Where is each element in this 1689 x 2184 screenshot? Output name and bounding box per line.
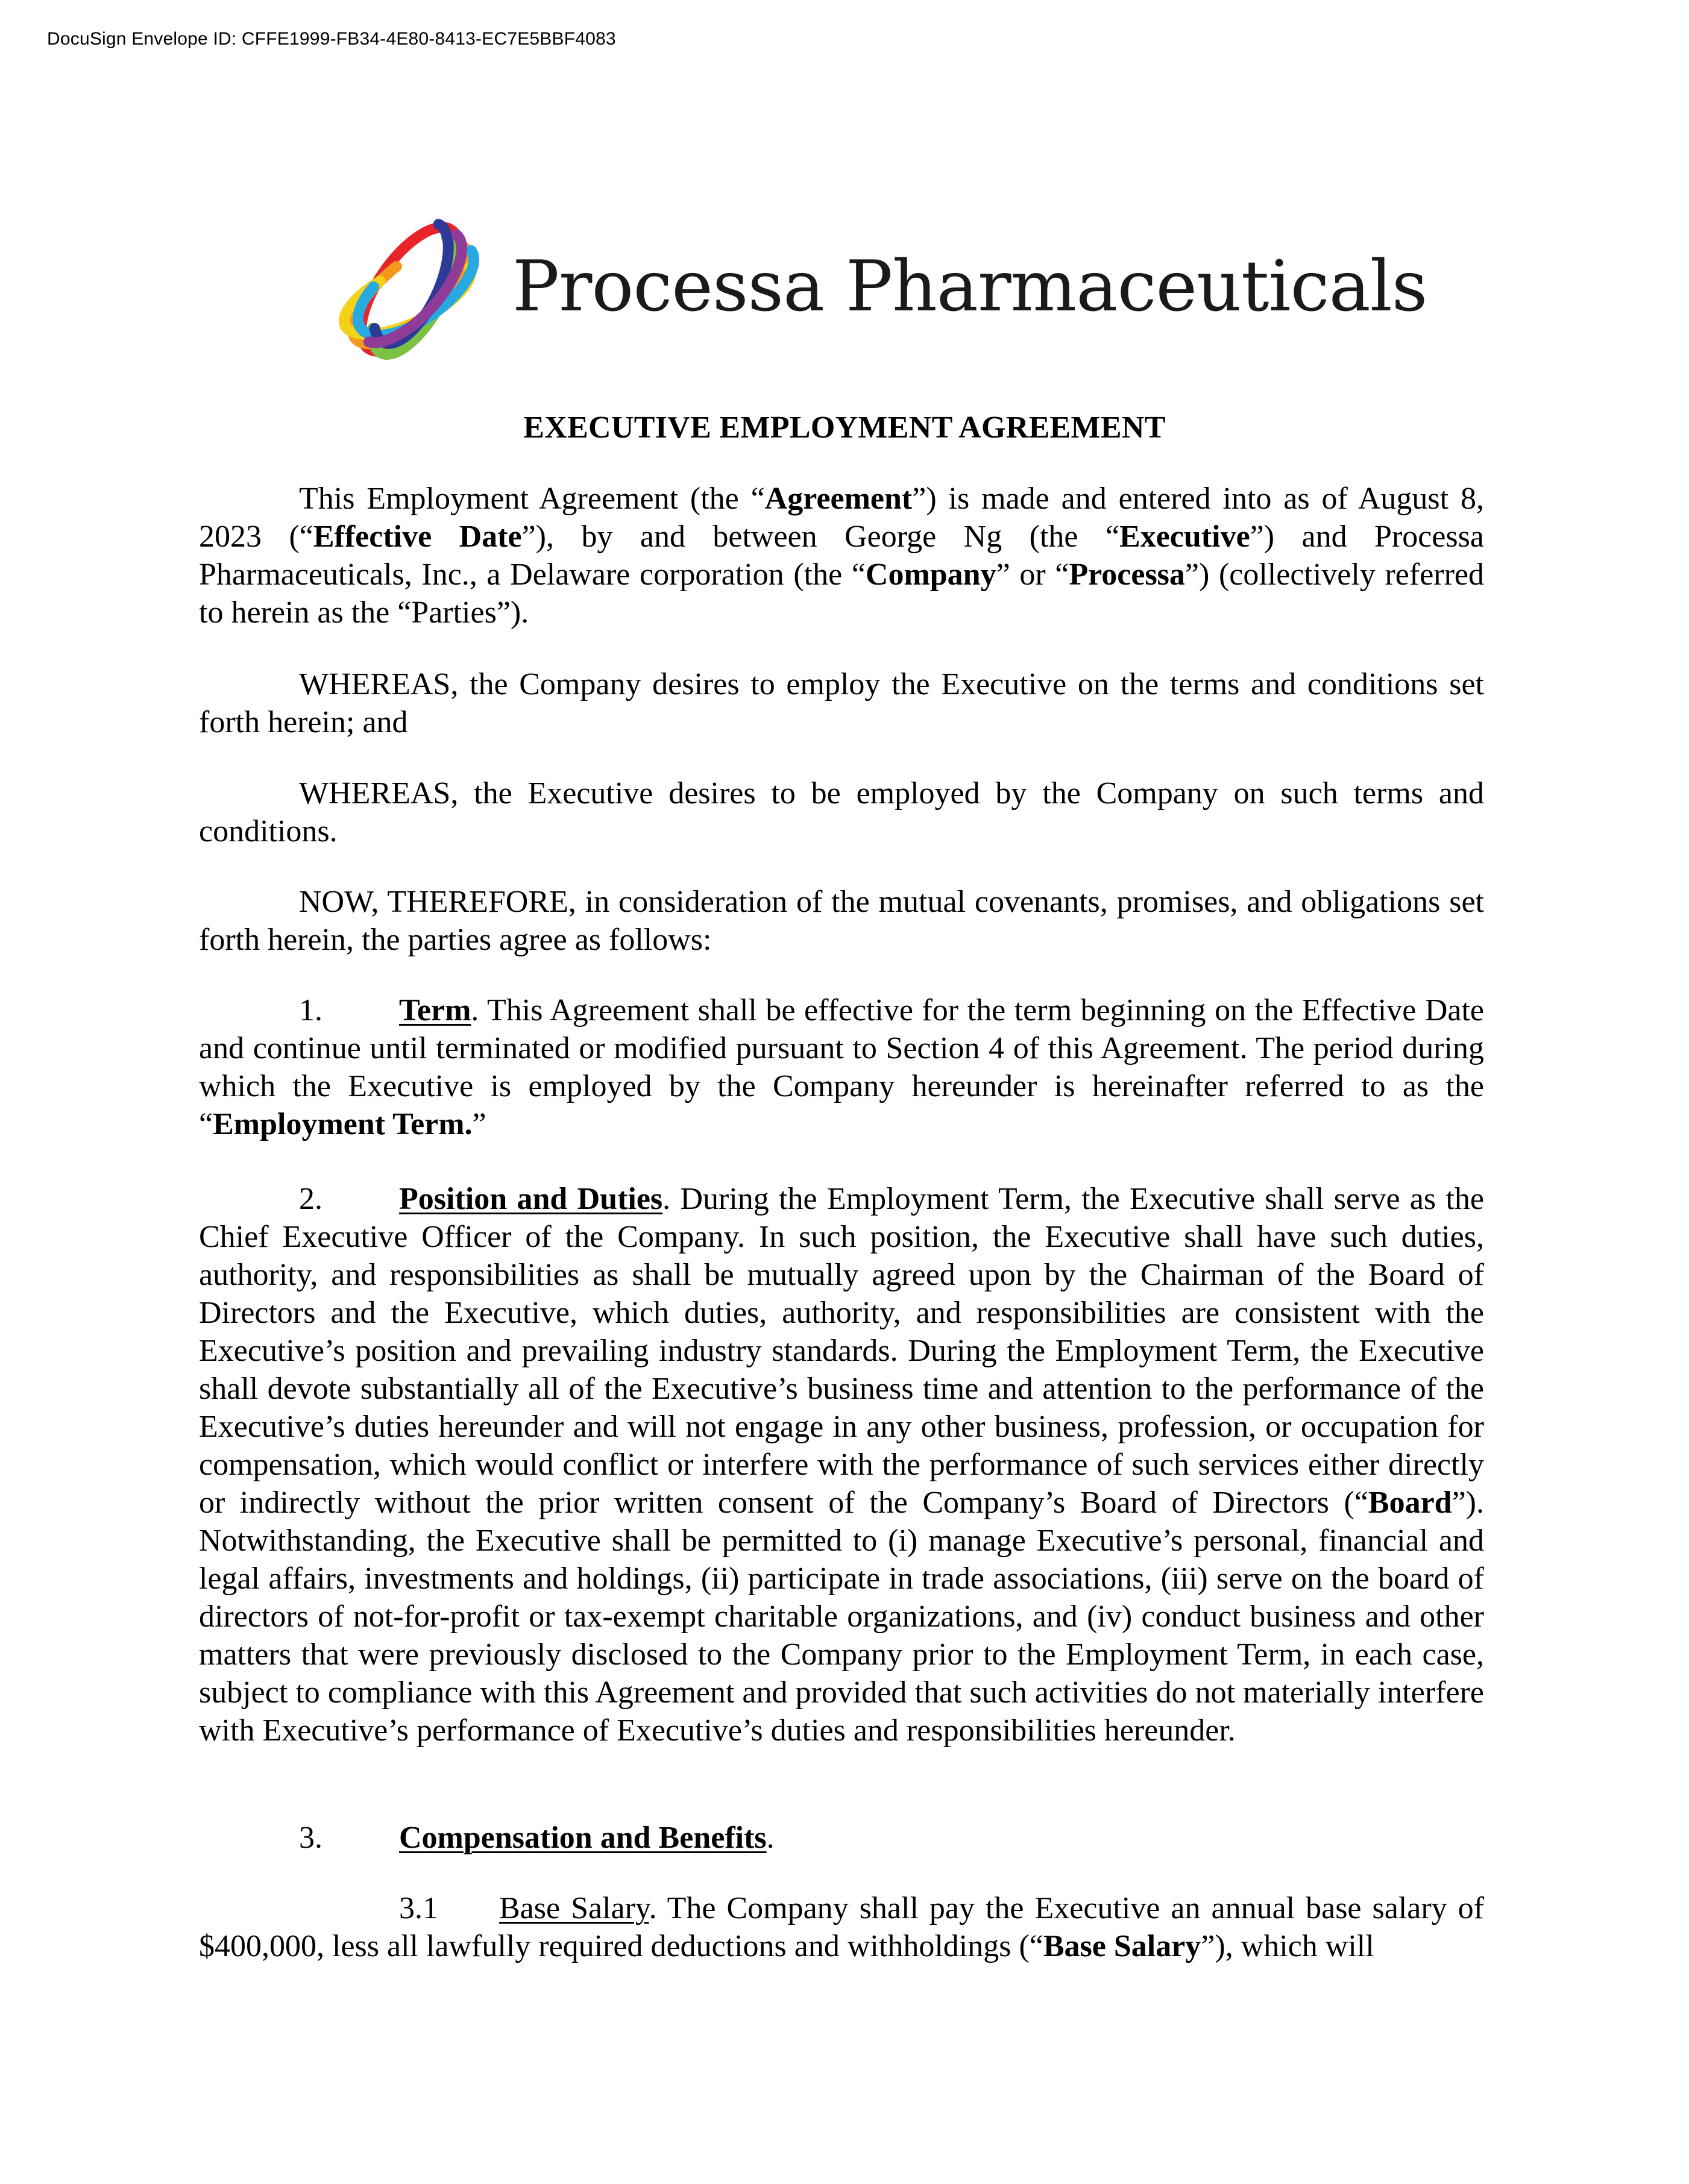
section-number: 1. — [299, 993, 322, 1028]
section-heading: Compensation and Benefits — [399, 1821, 767, 1855]
docusign-envelope-id: DocuSign Envelope ID: CFFE1999-FB34-4E80-8413-EC7E5BBF4083 — [47, 29, 616, 49]
section-1-term: 1. Term. This Agreement shall be effective for the term beginning on the Effective Date and continue until terminated or modified pursuant to Section 4 of this Agreement. The period during which the Executive is employed by the Company hereunder is hereinafter referred to as the “Employment Term.” — [199, 991, 1484, 1143]
document-title: EXECUTIVE EMPLOYMENT AGREEMENT — [523, 410, 1166, 445]
company-logo-name: Processa Pharmaceuticals — [512, 246, 1427, 327]
section-number: 2. — [299, 1182, 322, 1216]
section-3-1-base-salary: 3.1 Base Salary. The Company shall pay the Executive an annual base salary of $400,000, less all lawfully required deductions and withholdings (“Base Salary”), which will — [199, 1889, 1484, 1965]
section-3-compensation: 3. Compensation and Benefits. — [199, 1819, 1484, 1857]
now-therefore-paragraph: NOW, THEREFORE, in consideration of the mutual covenants, promises, and obligations set forth herein, the parties agree as follows: — [199, 885, 1484, 957]
section-number: 3. — [299, 1821, 322, 1855]
section-heading: Base Salary — [499, 1891, 649, 1925]
section-heading: Term — [399, 993, 471, 1028]
whereas-paragraph-1: WHEREAS, the Company desires to employ the Executive on the terms and conditions set forth herein; and — [199, 667, 1484, 739]
whereas-paragraph-2: WHEREAS, the Executive desires to be employed by the Company on such terms and conditions. — [199, 776, 1484, 849]
section-heading: Position and Duties — [399, 1182, 663, 1216]
company-logo — [319, 199, 1427, 380]
section-number: 3.1 — [399, 1891, 438, 1925]
intro-paragraph: This Employment Agreement (the “Agreement”) is made and entered into as of August 8, 2023 (“Effective Date”), by and between George Ng (the “Executive”) and Processa Pharmaceuticals, Inc., a Delaware corporation (the “Company” or “Processa”) (collectively referred to herein as the “Parties”). — [199, 482, 1485, 630]
section-2-position-and-duties: 2. Position and Duties. During the Employment Term, the Executive shall serve as the Chief Executive Officer of the Company. In such position, the Executive shall have such duties, authority, and responsibilities as shall be mutually agreed upon by the Chairman of the Board of Directors and the Executive, which duties, authority, and responsibilities are consistent with the Executive’s position and prevailing industry standards. During the Employment Term, the Executive shall devote substantially all of the Executive’s business time and attention to the performance of the Executive’s duties hereunder and will not engage in any other business, profession, or occupation for compensation, which would conflict or interfere with the performance of such services either directly or indirectly without the prior written consent of the Company’s Board of Directors (“Board”). Notwithstanding, the Executive shall be permitted to (i) manage Executive’s personal, financial and legal affairs, investments and holdings, (ii) participate in trade associations, (iii) serve on the board of directors of not-for-profit or tax-exempt charitable organizations, and (iv) conduct business and other matters that were previously disclosed to the Company prior to the Employment Term, in each case, subject to compliance with this Agreement and provided that such activities do not materially interfere with Executive’s performance of Executive’s duties and responsibilities hereunder. — [199, 1180, 1484, 1749]
rings-logo-icon — [319, 199, 500, 380]
